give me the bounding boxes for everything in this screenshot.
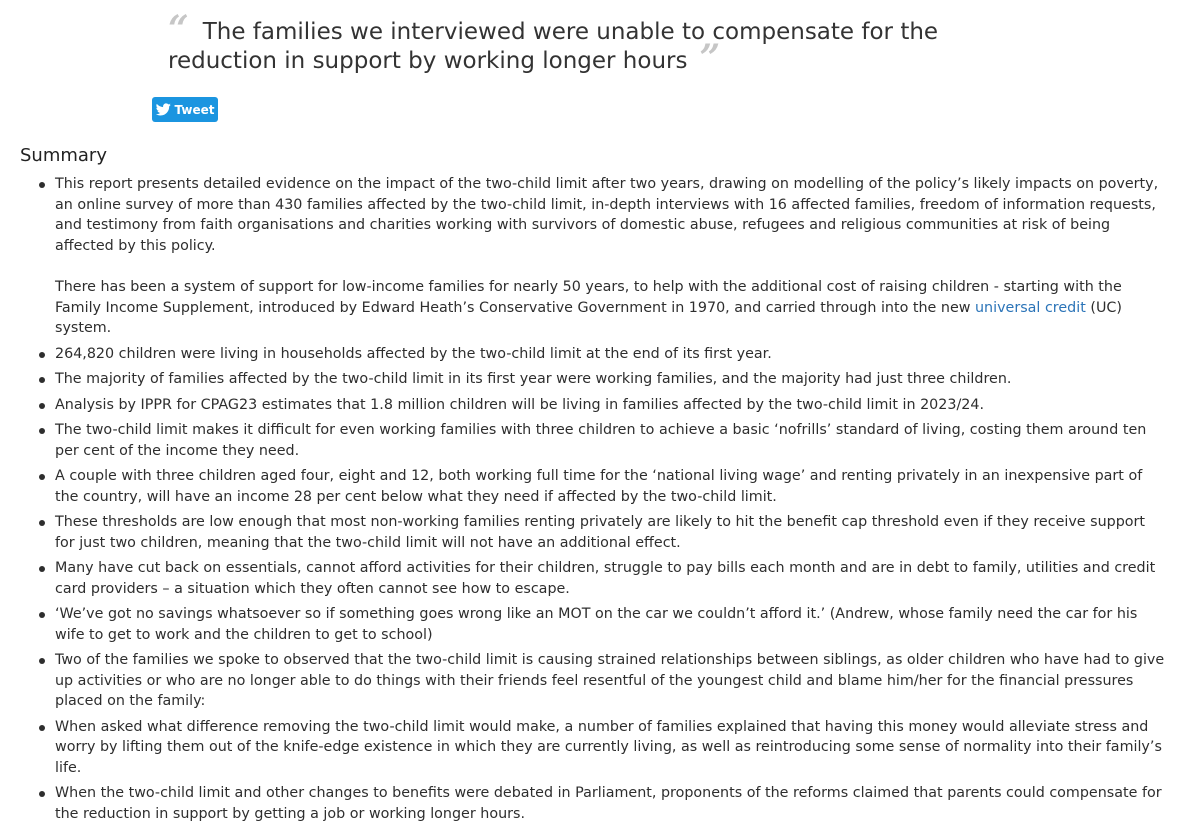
history-text: There has been a system of support for low-income families for nearly 50 years, to help with the additional cost of raising children - starting with the Family Income Supplement, introduced by Edward Heath’s Conservative Government in 1970, and carried through into the new xyxy=(55,279,1122,316)
list-item: A couple with three children aged four, eight and 12, both working full time for the ‘national living wage’ and renting privately in an inexpensive part of the country, will have an income 28 per cent below what they need if affected by the two-child limit. xyxy=(55,466,1165,507)
summary-list xyxy=(55,174,1165,829)
twitter-bird-icon xyxy=(156,103,171,116)
pull-quote xyxy=(168,8,1008,79)
list-item: 264,820 children were living in households affected by the two-child limit at the end of its first year. xyxy=(55,344,1165,365)
list-item: The two-child limit makes it difficult for even working families with three children to achieve a basic ‘nofrills’ standard of living, costing them around ten per cent of the income they need. xyxy=(55,420,1165,461)
open-quote-mark: “ xyxy=(168,8,189,50)
list-item-text: This report presents detailed evidence on the impact of the two-child limit after two years, drawing on modelling of the policy’s likely impacts on poverty, an online survey of more than 430 families affected by the two-child limit, in-depth interviews with 16 affected families, freedom of information requests, and testimony from faith organisations and charities working with survivors of domestic abuse, refugees and religious communities at risk of being affected by this policy. xyxy=(55,176,1159,254)
list-item: Analysis by IPPR for CPAG23 estimates that 1.8 million children will be living in families affected by the two-child limit in 2023/24. xyxy=(55,395,1165,416)
pull-quote-text: The families we interviewed were unable to compensate for the reduction in support by working longer hours xyxy=(168,19,939,74)
tweet-button[interactable] xyxy=(152,97,218,122)
list-item: When asked what difference removing the two-child limit would make, a number of families explained that having this money would alleviate stress and worry by lifting them out of the knife-edge existence in which they are currently living, as well as reintroducing some sense of normality into their family’s life. xyxy=(55,717,1165,779)
universal-credit-link[interactable]: universal credit xyxy=(974,299,1086,316)
list-item: When the two-child limit and other changes to benefits were debated in Parliament, proponents of the reforms claimed that parents could compensate for the reduction in support by getting a job or working longer hours. xyxy=(55,783,1165,824)
list-item xyxy=(55,174,1165,339)
history-paragraph xyxy=(55,277,1165,339)
list-item: The majority of families affected by the two-child limit in its first year were working families, and the majority had just three children. xyxy=(55,369,1165,390)
list-item: Many have cut back on essentials, cannot afford activities for their children, struggle to pay bills each month and are in debt to family, utilities and credit card providers – a situation which they often cannot see how to escape. xyxy=(55,558,1165,599)
summary-heading: Summary xyxy=(20,145,107,166)
tweet-button-label: Tweet xyxy=(174,102,215,117)
history-text-end: (UC) system. xyxy=(55,299,1122,336)
list-item: Two of the families we spoke to observed that the two-child limit is causing strained relationships between siblings, as older children who have had to give up activities or who are no longer able to do things with their friends feel resentful of the youngest child and blame him/her for the financial pressures placed on the family: xyxy=(55,650,1165,712)
list-item: These thresholds are low enough that most non-working families renting privately are likely to hit the benefit cap threshold even if they receive support for just two children, meaning that the two-child limit will not have an additional effect. xyxy=(55,512,1165,553)
list-item: ‘We’ve got no savings whatsoever so if something goes wrong like an MOT on the car we couldn’t afford it.’ (Andrew, whose family need the car for his wife to get to work and the children to get to school) xyxy=(55,604,1165,645)
close-quote-mark: ” xyxy=(699,37,721,79)
